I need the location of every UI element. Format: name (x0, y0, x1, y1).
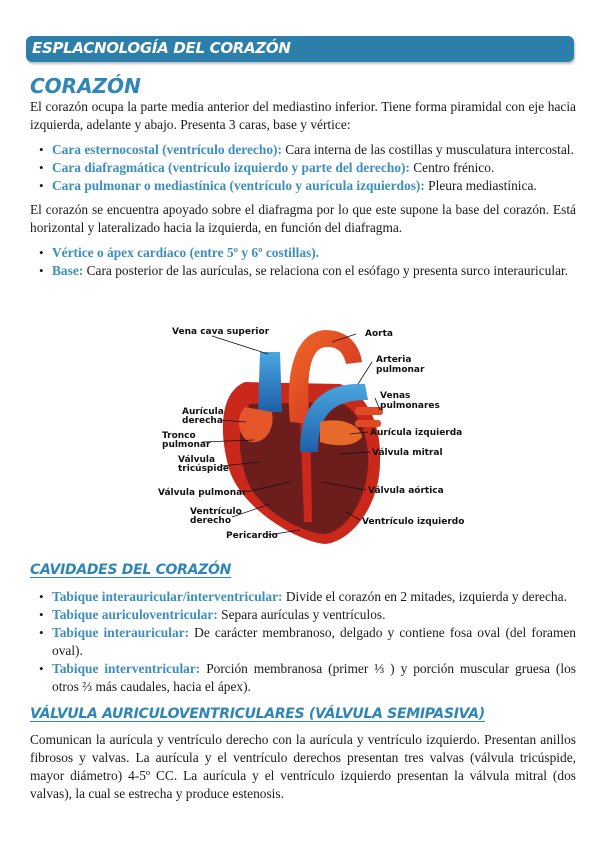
list-item (30, 624, 576, 660)
term: Vértice o ápex cardíaco (entre 5º y 6º costillas). (52, 245, 320, 260)
label-ventriculo-derecho-1: Ventrículo (190, 507, 242, 517)
diaphragm-paragraph: El corazón se encuentra apoyado sobre el diafragma por lo que este supone la base del corazón. Está horizontal y lateralizado hacia la izquierda, en función del diafragma. (30, 202, 576, 235)
definition: Separa aurículas y ventrículos. (217, 607, 386, 622)
term: Base: (52, 263, 84, 278)
section-title-corazon: CORAZÓN (30, 74, 141, 98)
term: Tabique interauricular: (52, 625, 190, 640)
leader-line (212, 336, 268, 354)
list-item (30, 141, 576, 159)
label-valvula-aortica: Válvula aórtica (368, 486, 444, 496)
list-item (30, 262, 576, 280)
list-item (30, 660, 576, 696)
caras-list (30, 141, 576, 195)
definition: Porción membranosa (primer ⅓ ) y porción muscular gruesa (los otros ⅔ más caudales, hacia el ápex). (52, 661, 576, 694)
label-valvula-mitral: Válvula mitral (372, 448, 443, 458)
leader-line (358, 362, 372, 384)
label-aorta: Aorta (365, 329, 393, 339)
list-item (30, 244, 576, 262)
list-item (30, 159, 576, 177)
vena-cava-shape (258, 352, 282, 412)
label-venas-2: pulmonares (380, 401, 440, 411)
label-venas-1: Venas (380, 391, 411, 401)
term: Cara esternocostal (ventrículo derecho): (52, 142, 282, 157)
term: Tabique interauricular/interventricular: (52, 589, 283, 604)
label-arteria-1: Arteria (376, 355, 412, 365)
cavidades-list (30, 588, 576, 696)
pulmonary-veins-shape (355, 407, 383, 415)
label-tricuspide-1: Válvula (178, 455, 216, 465)
label-pericardio: Pericardio (226, 531, 278, 541)
definition: De carácter membranoso, delgado y contiene fosa oval (del foramen oval). (52, 625, 577, 658)
definition: Centro frénico. (409, 160, 495, 175)
valvulas-paragraph: Comunican la aurícula y ventrículo derecho con la aurícula y ventrículo izquierdo. Presentan anillos fibrosos y valvas. La aurícula y el ventrículo derechos presentan tres valvas (válvula tricúspide, mayor diámetro) 4-5º CC. La aurícula y el ventrículo izquierdo presentan la válvula mitral (dos valvas), la cual se estrecha y produce estenosis. (30, 732, 576, 801)
term: Cara pulmonar o mediastínica (ventrículo y aurícula izquierdos): (52, 178, 425, 193)
label-auricula-derecha-2: derecha (182, 416, 223, 426)
term: Cara diafragmática (ventrículo izquierdo y parte del derecho): (52, 160, 410, 175)
label-auricula-izquierda: Aurícula izquierda (370, 428, 463, 438)
definition: Pleura mediastínica. (424, 178, 537, 193)
label-tronco-2: pulmonar (162, 440, 211, 450)
definition: Cara interna de las costillas y musculatura intercostal. (281, 142, 574, 157)
header-banner (26, 36, 574, 62)
label-ventriculo-izquierdo: Ventrículo izquierdo (362, 517, 465, 527)
label-tricuspide-2: tricúspide (178, 464, 229, 474)
banner-title: ESPLACNOLOGÍA DEL CORAZÓN (32, 39, 291, 57)
term: Tabique interventricular: (52, 661, 201, 676)
label-ventriculo-derecho-2: derecho (190, 516, 232, 526)
heart-diagram (150, 312, 465, 548)
label-auricula-derecha-1: Aurícula (182, 407, 224, 417)
label-tronco-1: Tronco (162, 431, 196, 441)
term: Tabique auriculoventricular: (52, 607, 218, 622)
section-title-cavidades: CAVIDADES DEL CORAZÓN (30, 562, 232, 578)
list-item (30, 588, 576, 606)
intro-paragraph: El corazón ocupa la parte media anterior del mediastino inferior. Tiene forma piramidal con eje hacia izquierda, adelante y abajo. Presenta 3 caras, base y vértice: (30, 99, 576, 132)
pulmonary-vein-shape (355, 420, 381, 427)
list-item (30, 177, 576, 195)
label-arteria-2: pulmonar (376, 365, 425, 375)
label-vena-cava: Vena cava superior (172, 327, 270, 337)
definition: Divide el corazón en 2 mitades, izquierda y derecha. (282, 589, 567, 604)
list-item (30, 606, 576, 624)
section-title-valvulas: VÁLVULA AURICULOVENTRICULARES (VÁLVULA SEMIPASIVA) (30, 706, 485, 722)
definition: Cara posterior de las aurículas, se relaciona con el esófago y presenta surco interauricular. (83, 263, 569, 278)
label-valvula-pulmonar: Válvula pulmonar (158, 488, 247, 498)
vertice-base-list (30, 244, 576, 280)
